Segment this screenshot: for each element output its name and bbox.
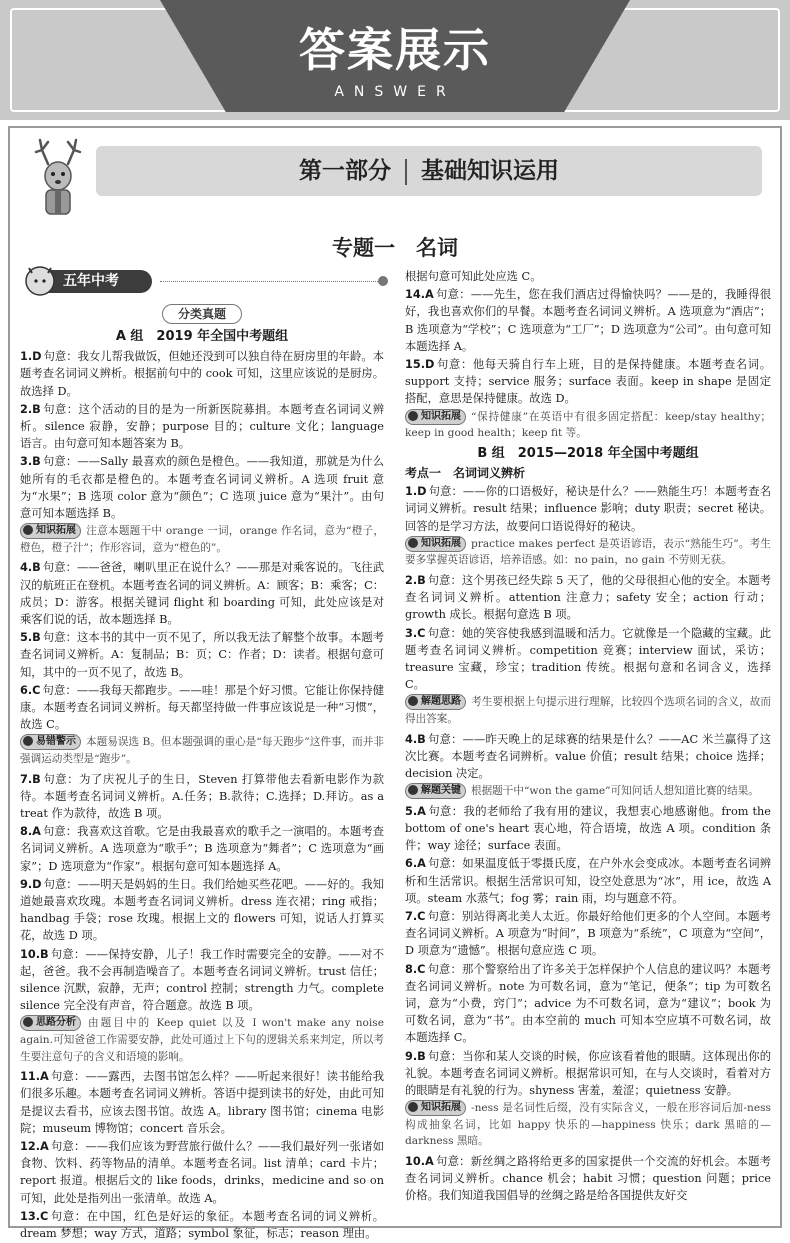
tip-text: 注意本题题干中 orange 一词，orange 作名词，意为“橙子，橙色，橙子汁”；作形容词，意为“橙色的”。 [20, 525, 384, 554]
answer-item [20, 876, 384, 945]
tip-text: 考生要根据上句提示进行理解，比较四个选项名词的含义，故而得出答案。 [405, 696, 771, 726]
answer-text: 句意：那个警察给出了许多关于怎样保护个人信息的建议吗？本题考查名词词义辨析。note 为可数名词，意为“笔记，便条”；tip 为可数名词，意为“小费，窍门”；advice 为不可数名词，意为“建议”；book 为可数名词，意为“书”。由本空前的 much 可知本空应填不可数名词，故本题选择 C。 [405, 962, 771, 1045]
page-subtitle: ANSWER [334, 84, 456, 100]
group-heading: A 组 2019 年全国中考题组 [115, 329, 289, 344]
topic-title: 专题一 名词 [332, 236, 458, 260]
dotted-rule [160, 281, 384, 282]
tip-tag: 易错警示 [20, 734, 81, 750]
tip-tag: 思路分析 [20, 1015, 81, 1031]
answer-item [20, 1068, 384, 1137]
tip-note [20, 734, 384, 767]
section-header [20, 268, 384, 296]
part-name: 基础知识运用 [421, 158, 559, 184]
answer-number: 1.D [405, 485, 427, 499]
tip-text: -ness 是名词性后缀，没有实际含义，一般在形容词后加-ness 构成抽象名词，比如 happy 快乐的—happiness 快乐；dark 黑暗的—darkness 黑暗。 [405, 1102, 771, 1148]
tip-note [405, 783, 771, 800]
answer-text: 句意：这个活动的目的是为一所新医院募捐。本题考查名词词义辨析。silence 寂静，安静；purpose 目的；culture 文化；language 语言。由句意可知本题答案为 B。 [20, 402, 384, 451]
tip-tag: 知识拓展 [405, 409, 466, 425]
answer-item [20, 771, 384, 823]
answer-item [405, 855, 771, 907]
answer-number: 5.A [405, 804, 426, 818]
answer-number: 14.A [405, 288, 434, 302]
tip-tag: 知识拓展 [405, 536, 466, 552]
answer-text: 句意：新丝绸之路将给更多的国家提供一个交流的好机会。本题考查名词词义辨析。chance 机会；habit 习惯；question 问题；price 价格。我们知道我国倡导的丝绸之路是给各国提供友好交 [405, 1155, 771, 1203]
answer-item [20, 682, 384, 734]
section-badge-label: 五年中考 [63, 273, 119, 289]
tip-tag: 解题思路 [405, 694, 466, 710]
answer-number: 6.C [20, 683, 41, 697]
kaodian-heading: 考点一 名词词义辨析 [405, 466, 526, 481]
tip-note [405, 1100, 771, 1150]
answer-number: 5.B [20, 631, 41, 645]
answer-text: 句意：她的笑容使我感到温暖和活力。它就像是一个隐藏的宝藏。此题考查名词词义辨析。competition 竞赛；interview 面试，采访；treasure 宝藏，珍宝；tradition 传统。根据句意和名词含义，选择 C。 [405, 626, 771, 692]
page-title: 答案展示 [299, 23, 491, 77]
continuation-text: 根据句意可知此处应选 C。 [405, 270, 542, 283]
answer-text: 句意：别站得离北美人太近。你最好给他们更多的个人空间。本题考查名词词义辨析。A 项意为“时间”，B 项意为“系统”，C 项意为“空间”，D 项意为“遗憾”。根据句意应选 C 项。 [405, 910, 771, 958]
answer-text: 句意：——露西，去图书馆怎么样？——听起来很好！读书能给我们很多乐趣。本题考查名词词义辨析。答语中提到读书的好处，由此可知是提议去看书，应该去图书馆。故选 A。library 图书馆；cinema 电影院；museum 博物馆；concert 音乐会。 [20, 1070, 384, 1135]
answer-text: 句意：如果温度低于零摄氏度，在户外水会变成冰。本题考查名词辨析和生活常识。根据生活常识可知，设空处意思为“冰”，用 ice，故选 A 项。steam 水蒸气；fog 雾；rain 雨，均与题意不符。 [405, 857, 771, 905]
answer-number: 15.D [405, 358, 435, 372]
answer-number: 10.B [20, 947, 49, 961]
answer-number: 7.B [20, 772, 41, 786]
tip-note [405, 409, 771, 442]
answer-text: 句意：这个男孩已经失踪 5 天了，他的父母很担心他的安全。本题考查名词词义辨析。attention 注意力；safety 安全；action 行动；growth 成长。根据句意选 B 项。 [405, 574, 771, 622]
answer-text: 句意：这本书的其中一页不见了，所以我无法了解整个故事。本题考查名词词义辨析。A：复制品；B：页；C：作者；D：读者。根据句意可知，其中的一页不见了，故选 B。 [20, 631, 384, 679]
answer-item [405, 803, 771, 855]
answer-text: 句意：——Sally 最喜欢的颜色是橙色。——我知道，那就是为什么她所有的毛衣都是橙色的。本题考查名词词义辨析。A 选项 fruit 意为“水果”；B 选项 color 意为“颜色”；C 选项 juice 意为“果汁”。由句意可知本题选择 B。 [20, 455, 384, 521]
answer-item [405, 731, 771, 783]
answer-item [405, 286, 771, 355]
answer-item [405, 908, 771, 960]
answer-text: 句意：我喜欢这首歌。它是由我最喜欢的歌手之一演唱的。本题考查名词词义辨析。A 选项意为“歌手”；B 选项意为“舞者”；C 选项意为“画家”；D 选项意为“作家”。根据句意可知本题选择 A。 [20, 825, 384, 873]
answer-number: 2.B [405, 574, 426, 588]
answer-item [405, 625, 771, 694]
answer-item [20, 823, 384, 875]
answer-number: 4.B [405, 732, 426, 746]
tip-note [20, 523, 384, 556]
answer-number: 3.C [405, 626, 426, 640]
answer-text: 句意：——明天是妈妈的生日。我们给她买些花吧。——好的。我知道她最喜欢玫瑰。本题考查名词词义辨析。dress 连衣裙；ring 戒指；handbag 手袋；rose 玫瑰。根据上文的 flowers 可知，说话人打算买花，故选 D 项。 [20, 877, 384, 943]
answer-number: 4.B [20, 561, 41, 575]
answer-text: 句意：他每天骑自行车上班，目的是保持健康。本题考查名词。support 支持；service 服务；surface 表面。keep in shape 是固定搭配，意思是保持健康。故选 D。 [405, 358, 771, 406]
answer-item [405, 1048, 771, 1100]
tip-text: 由题目中的 Keep quiet 以及 I won't make any noise again.可知爸爸工作需要安静，此处可通过上下句的逻辑关系来判定，所以考生要注意句子的含义和语境的影响。 [20, 1017, 384, 1063]
answer-text: 句意：当你和某人交谈的时候，你应该看着他的眼睛。这体现出你的礼貌。本题考查名词词义辨析。根据常识可知，在与人交谈时，看着对方的眼睛是有礼貌的行为。shyness 害羞，羞涩；quietness 安静。 [405, 1049, 771, 1098]
answer-number: 6.A [405, 857, 426, 871]
answer-number: 12.A [20, 1140, 49, 1154]
group-heading: B 组 2015—2018 年全国中考题组 [477, 445, 699, 461]
answer-number: 10.A [405, 1155, 434, 1169]
tip-note [20, 1015, 384, 1065]
answer-text: 句意：我女儿帮我做饭，但她还没到可以独自待在厨房里的年龄。本题考查名词词义辨析。根据前句中的 cook 可知，这里应该说的是厨房。故选择 D。 [20, 350, 384, 398]
right-entries [405, 268, 771, 1205]
left-entries [20, 328, 384, 1242]
answer-text: 句意：——我每天都跑步。——哇！那是个好习惯。它能让你保持健康。本题考查名词词义辨析。每天都坚持做一件事应该说是一种“习惯”，故选 C。 [20, 683, 384, 732]
answer-number: 7.C [405, 910, 426, 924]
answer-number: 13.C [20, 1209, 49, 1223]
answer-text: 句意：我的老师给了我有用的建议，我想衷心地感谢他。from the bottom of one's heart 衷心地，符合语境，故选 A 项。condition 条件；way 途径；surface 表面。 [405, 804, 771, 853]
tip-text: 根据题干中“won the game”可知问话人想知道比赛的结果。 [471, 785, 759, 798]
answer-text: 句意：——保持安静，儿子！我工作时需要完全的安静。——对不起，爸爸。我不会再制造噪音了。本题考查名词词义辨析。trust 信任；silence 沉默，寂静，无声；control 控制；strength 力气。complete silence 完全没有声音，符合题意。故选 B 项。 [20, 947, 384, 1013]
part-heading [96, 146, 762, 196]
tip-note [405, 536, 771, 569]
answer-text: 句意：——昨天晚上的足球赛的结果是什么？——AC 米兰赢得了这次比赛。本题考查名词辨析。value 价值；result 结果；choice 选择；decision 决定。 [405, 732, 771, 781]
answer-number: 9.D [20, 877, 42, 891]
answer-number: 11.A [20, 1070, 49, 1084]
answer-number: 1.D [20, 350, 42, 364]
answer-item [405, 483, 771, 535]
tip-tag: 知识拓展 [405, 1100, 466, 1116]
tip-text: practice makes perfect 是英语谚语，表示“熟能生巧”。考生要多掌握英语谚语，培养语感。如：no pain，no gain 不劳则无获。 [405, 537, 771, 567]
answer-text: 句意：在中国，红色是好运的象征。本题考查名词的词义辨析。dream 梦想；way 方式，道路；symbol 象征，标志；reason 理由。 [20, 1209, 384, 1241]
answer-item [405, 1153, 771, 1205]
answer-number: 8.C [405, 962, 426, 976]
answer-text: 句意：——我们应该为野营旅行做什么？——我们最好列一张诸如食物、饮料、药等物品的清单。本题考查名词。list 清单；card 卡片；report 报道。根据后文的 like foods，drinks，medicine and so on 可知，此处是指列出一张清单。故选 A。 [20, 1140, 384, 1205]
section-badge [30, 270, 152, 293]
answer-number: 9.B [405, 1049, 426, 1063]
left-column [20, 268, 384, 1243]
answer-text: 句意：——你的口语极好，秘诀是什么？——熟能生巧！本题考查名词词义辨析。result 结果；influence 影响；duty 职责；secret 秘诀。回答的是学习方法，故要问口语说得好的秘诀。 [405, 485, 771, 533]
answer-number: 8.A [20, 825, 41, 839]
answer-text: 句意：——爸爸，喇叭里正在说什么？——那是对乘客说的。飞往武汉的航班正在登机。本题考查名词的词义辨析。A：顾客；B：乘客；C：成员；D：游客。根据关键词 flight 和 boarding 可知，此处应该是对乘客们说的话，故本题选择 B。 [20, 561, 385, 627]
tip-text: “保持健康”在英语中有很多固定搭配：keep/stay healthy；keep in good health；keep fit 等。 [405, 410, 771, 440]
answer-item [405, 572, 771, 624]
tip-note [405, 694, 771, 727]
answer-item [405, 961, 771, 1047]
answer-item [20, 453, 384, 522]
part-number: 第一部分 [299, 158, 391, 184]
answer-text: 句意：为了庆祝儿子的生日，Steven 打算带他去看新电影作为款待。本题考查名词词义辨析。A.任务；B.款待；C.选择；D.拜访。as a treat 作为款待，故选 B 项。 [20, 772, 384, 821]
deer-badge-icon [24, 265, 56, 297]
right-column [405, 268, 771, 1206]
answer-item [20, 946, 384, 1015]
answer-item [20, 348, 384, 400]
answer-item [20, 1138, 384, 1207]
answer-number: 2.B [20, 402, 41, 416]
tip-text: 本题易误选 B。但本题强调的重心是“每天跑步”这件事，而并非强调运动类型是“跑步”。 [20, 736, 384, 766]
rule-end-dot [378, 276, 388, 286]
answer-item [20, 401, 384, 453]
tip-tag: 知识拓展 [20, 523, 81, 539]
answer-text: 句意：——先生，您在我们酒店过得愉快吗？——是的，我睡得很好，我也喜欢你们的早餐。本题考查名词词义辨析。A 选项意为“酒店”；B 选项意为“学校”；C 选项意为“工厂”；D 选项意为“公司”。由句意可知本题选择 A。 [405, 288, 771, 353]
classify-label: 分类真题 [162, 304, 242, 324]
answer-item [20, 1208, 384, 1242]
answer-item [20, 559, 384, 628]
answer-item [20, 629, 384, 681]
answer-number: 3.B [20, 455, 41, 469]
tip-tag: 解题关键 [405, 783, 466, 799]
answer-item [405, 356, 771, 408]
deer-mascot-icon [28, 134, 92, 220]
part-divider [405, 159, 407, 185]
